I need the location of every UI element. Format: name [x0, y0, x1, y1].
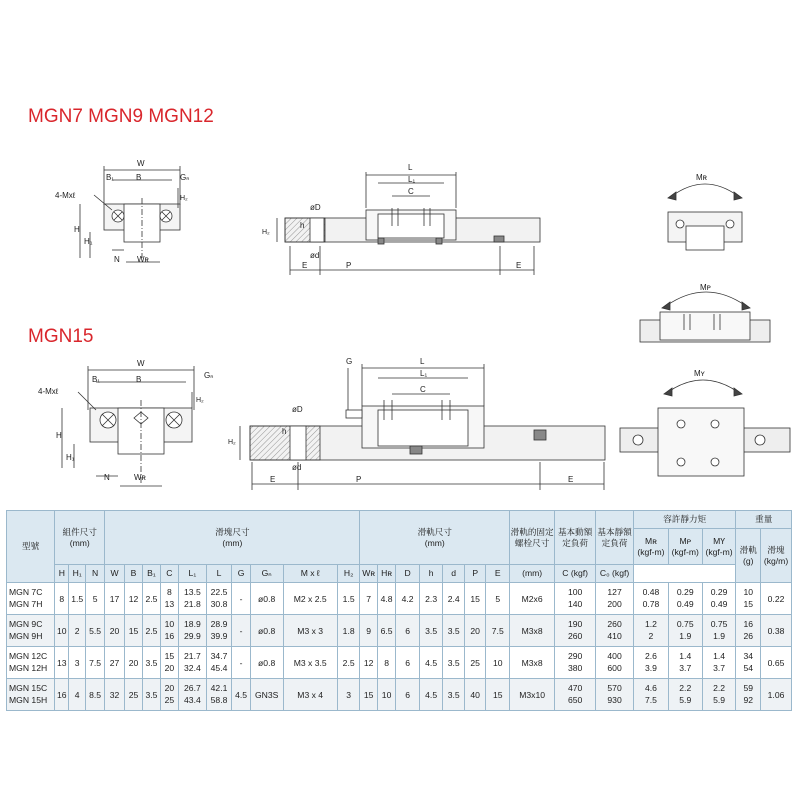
label-4mxl-15: 4-Mxℓ	[38, 387, 59, 396]
cell-wr: 9	[360, 615, 377, 647]
sub-header: E	[486, 565, 510, 583]
label-l1-15: L₁	[420, 369, 428, 378]
sub-header: D	[396, 565, 420, 583]
label-my: Mʏ	[694, 369, 705, 378]
header-dynamic-load: 基本動額定負荷	[555, 511, 596, 565]
cell-d-small: 3.5	[443, 679, 465, 711]
cell-wr: 7	[360, 583, 377, 615]
label-n: N	[114, 255, 120, 264]
header-weight: 重量	[736, 511, 792, 529]
cell-h2: 3	[337, 679, 360, 711]
header-model: 型號	[7, 511, 55, 583]
label-d: ød	[310, 251, 320, 260]
cell-mp: 0.75 1.9	[668, 615, 702, 647]
cell-p: 40	[464, 679, 486, 711]
cell-p: 15	[464, 583, 486, 615]
cell-mp: 0.29 0.49	[668, 583, 702, 615]
sub-header: L	[206, 565, 232, 583]
sub-header: M x ℓ	[283, 565, 337, 583]
header-mp: Mᴘ (kgf-m)	[668, 529, 702, 565]
label-od: øD	[310, 203, 321, 212]
label-w-15: W	[137, 359, 145, 368]
cell-wr: 15	[360, 679, 377, 711]
sub-header: Gₙ	[250, 565, 283, 583]
cell-n: 8.5	[85, 679, 104, 711]
cell-g: 4.5	[232, 679, 250, 711]
header-moment: 容許靜力矩	[634, 511, 736, 529]
label-b1-15: B₁	[92, 375, 101, 384]
cell-c0: 260 410	[596, 615, 634, 647]
cell-bolt: M3x10	[510, 679, 555, 711]
label-h1: H₁	[84, 237, 93, 246]
cell-weight-rail: 0.38	[761, 615, 792, 647]
sub-header: L₁	[179, 565, 207, 583]
header-stat-unit: C₀ (kgf)	[596, 565, 634, 583]
label-4mxl: 4-Mxℓ	[55, 191, 76, 200]
cell-c-dyn: 100 140	[555, 583, 596, 615]
sub-header: Wʀ	[360, 565, 377, 583]
label-d-15: ød	[292, 463, 302, 472]
cell-mxl: M3 x 3.5	[283, 647, 337, 679]
cell-hr: 10	[377, 679, 395, 711]
label-gn-15: Gₙ	[204, 371, 214, 380]
table-row	[7, 615, 792, 647]
cell-d-small: 2.4	[443, 583, 465, 615]
cell-l1: 26.7 43.4	[179, 679, 207, 711]
cell-weight-rail: 1.06	[761, 679, 792, 711]
cell-mxl: M2 x 2.5	[283, 583, 337, 615]
cell-hr: 8	[377, 647, 395, 679]
moment-mr-view	[668, 184, 742, 250]
cell-d-small: 3.5	[443, 615, 465, 647]
cell-g: -	[232, 615, 250, 647]
cell-h: 10	[55, 615, 69, 647]
label-w: W	[137, 159, 145, 168]
label-e-left-15: E	[270, 475, 276, 484]
label-wr-15: Wʀ	[134, 473, 146, 482]
cell-g: -	[232, 647, 250, 679]
cell-gn: GN3S	[250, 679, 283, 711]
cell-c: 20 25	[160, 679, 178, 711]
cell-h1: 2	[69, 615, 85, 647]
label-b: B	[136, 173, 142, 182]
cell-h1: 4	[69, 679, 85, 711]
label-e-left: E	[302, 261, 308, 270]
cell-h: 16	[55, 679, 69, 711]
cell-e: 10	[486, 647, 510, 679]
header-assembly: 組件尺寸 (mm)	[55, 511, 105, 565]
cell-wr: 12	[360, 647, 377, 679]
cell-weight-rail: 0.22	[761, 583, 792, 615]
cell-mr: 0.48 0.78	[634, 583, 669, 615]
header-bolt-unit: (mm)	[510, 565, 555, 583]
cell-c-dyn: 290 380	[555, 647, 596, 679]
cell-l: 34.7 45.4	[206, 647, 232, 679]
cell-n: 7.5	[85, 647, 104, 679]
cell-e: 7.5	[486, 615, 510, 647]
label-wr: Wʀ	[137, 255, 149, 264]
header-rail: 滑軌尺寸 (mm)	[360, 511, 510, 565]
sub-header: G	[232, 565, 250, 583]
cell-c0: 570 930	[596, 679, 634, 711]
cell-p: 20	[464, 615, 486, 647]
cell-weight-block: 34 54	[736, 647, 761, 679]
cell-bolt: M3x8	[510, 647, 555, 679]
cell-my: 2.2 5.9	[702, 679, 736, 711]
label-h: H	[74, 225, 80, 234]
cell-b: 15	[124, 615, 142, 647]
cell-e: 15	[486, 679, 510, 711]
cell-d-big: 6	[396, 679, 420, 711]
cell-e: 5	[486, 583, 510, 615]
label-p: P	[346, 261, 352, 270]
model-cell: MGN 12C MGN 12H	[7, 647, 55, 679]
sub-header: B	[124, 565, 142, 583]
label-c-15: C	[420, 385, 426, 394]
cell-b: 12	[124, 583, 142, 615]
cell-c-dyn: 190 260	[555, 615, 596, 647]
cell-l1: 18.9 29.9	[179, 615, 207, 647]
moment-mp-view	[640, 292, 770, 342]
label-n-15: N	[104, 473, 110, 482]
cell-c: 8 13	[160, 583, 178, 615]
cell-mxl: M3 x 4	[283, 679, 337, 711]
sub-header: C	[160, 565, 178, 583]
cell-mp: 1.4 3.7	[668, 647, 702, 679]
model-cell: MGN 7C MGN 7H	[7, 583, 55, 615]
cell-hr: 4.8	[377, 583, 395, 615]
cell-weight-rail: 0.65	[761, 647, 792, 679]
header-static-load: 基本靜額定負荷	[596, 511, 634, 565]
label-hr-15: H₂	[196, 397, 204, 404]
label-g-15: G	[346, 357, 353, 366]
front-view-small	[80, 166, 180, 262]
sub-header: d	[443, 565, 465, 583]
cell-h-rail: 3.5	[419, 615, 443, 647]
label-e-right: E	[516, 261, 522, 270]
cell-n: 5	[85, 583, 104, 615]
cell-c0: 400 600	[596, 647, 634, 679]
label-e-right-15: E	[568, 475, 574, 484]
header-dyn-unit: C (kgf)	[555, 565, 596, 583]
header-my: MҮ (kgf-m)	[702, 529, 736, 565]
sub-header: H₁	[69, 565, 85, 583]
cell-c0: 127 200	[596, 583, 634, 615]
cell-l1: 21.7 32.4	[179, 647, 207, 679]
label-mp: Mᴘ	[700, 283, 711, 292]
label-h-side-15: h	[282, 427, 287, 436]
cell-gn: ø0.8	[250, 583, 283, 615]
spec-table	[6, 510, 792, 711]
cell-w: 17	[105, 583, 124, 615]
cell-mr: 1.2 2	[634, 615, 669, 647]
cell-weight-block: 10 15	[736, 583, 761, 615]
cell-h-rail: 4.5	[419, 647, 443, 679]
label-l: L	[408, 163, 413, 172]
model-cell: MGN 15C MGN 15H	[7, 679, 55, 711]
cell-my: 0.29 0.49	[702, 583, 736, 615]
cell-my: 1.4 3.7	[702, 647, 736, 679]
cell-mp: 2.2 5.9	[668, 679, 702, 711]
header-mr: Mʀ (kgf-m)	[634, 529, 669, 565]
table-row	[7, 647, 792, 679]
cell-h1: 1.5	[69, 583, 85, 615]
header-weight-rail: 滑塊 (kg/m)	[761, 529, 792, 583]
cell-h-rail: 2.3	[419, 583, 443, 615]
sub-header: B₁	[143, 565, 160, 583]
cell-w: 27	[105, 647, 124, 679]
cell-h: 13	[55, 647, 69, 679]
cell-b1: 2.5	[143, 583, 160, 615]
cell-d-big: 6	[396, 647, 420, 679]
header-bolt: 滑軌的固定螺栓尺寸	[510, 511, 555, 565]
cell-b: 20	[124, 647, 142, 679]
label-mr: Mʀ	[696, 173, 707, 182]
cell-h: 8	[55, 583, 69, 615]
sub-header: H₂	[337, 565, 360, 583]
cell-c: 15 20	[160, 647, 178, 679]
label-h2: H₂	[262, 229, 270, 236]
cell-h2: 1.8	[337, 615, 360, 647]
cell-n: 5.5	[85, 615, 104, 647]
label-h1-15: H₁	[66, 453, 75, 462]
cell-gn: ø0.8	[250, 647, 283, 679]
moment-my-view	[620, 380, 790, 476]
cell-c-dyn: 470 650	[555, 679, 596, 711]
front-view-mgn15	[62, 366, 194, 486]
table-row	[7, 583, 792, 615]
label-h2-15: H₂	[228, 439, 236, 446]
cell-b1: 2.5	[143, 615, 160, 647]
cell-my: 0.75 1.9	[702, 615, 736, 647]
label-p-15: P	[356, 475, 362, 484]
cell-l: 42.1 58.8	[206, 679, 232, 711]
heading-mgn15: MGN15	[28, 326, 94, 347]
label-l1: L₁	[408, 175, 416, 184]
sub-header: P	[464, 565, 486, 583]
label-h-side: h	[300, 221, 305, 230]
cell-p: 25	[464, 647, 486, 679]
cell-l1: 13.5 21.8	[179, 583, 207, 615]
cell-bolt: M3x8	[510, 615, 555, 647]
cell-mr: 4.6 7.5	[634, 679, 669, 711]
cell-d-big: 4.2	[396, 583, 420, 615]
cell-c: 10 16	[160, 615, 178, 647]
cell-b: 25	[124, 679, 142, 711]
cell-l: 22.5 30.8	[206, 583, 232, 615]
label-od-15: øD	[292, 405, 303, 414]
cell-b1: 3.5	[143, 679, 160, 711]
heading-mgn7-9-12: MGN7 MGN9 MGN12	[28, 106, 214, 127]
label-h-15: H	[56, 431, 62, 440]
label-b1: B₁	[106, 173, 115, 182]
sub-header: W	[105, 565, 124, 583]
cell-mr: 2.6 3.9	[634, 647, 669, 679]
cell-h-rail: 4.5	[419, 679, 443, 711]
sub-header: H	[55, 565, 69, 583]
cell-bolt: M2x6	[510, 583, 555, 615]
cell-b1: 3.5	[143, 647, 160, 679]
header-block: 滑塊尺寸 (mm)	[105, 511, 360, 565]
cell-h2: 2.5	[337, 647, 360, 679]
cell-d-small: 3.5	[443, 647, 465, 679]
sub-header: Hʀ	[377, 565, 395, 583]
cell-gn: ø0.8	[250, 615, 283, 647]
cell-h1: 3	[69, 647, 85, 679]
table-row	[7, 679, 792, 711]
header-weight-block: 滑軌 (g)	[736, 529, 761, 583]
cell-h2: 1.5	[337, 583, 360, 615]
cell-weight-block: 59 92	[736, 679, 761, 711]
sub-header: N	[85, 565, 104, 583]
label-l-15: L	[420, 357, 425, 366]
label-hr: H₂	[180, 195, 188, 202]
cell-weight-block: 16 26	[736, 615, 761, 647]
cell-d-big: 6	[396, 615, 420, 647]
cell-w: 20	[105, 615, 124, 647]
cell-mxl: M3 x 3	[283, 615, 337, 647]
sub-header: h	[419, 565, 443, 583]
cell-hr: 6.5	[377, 615, 395, 647]
label-gn: Gₙ	[180, 173, 190, 182]
label-c: C	[408, 187, 414, 196]
cell-l: 28.9 39.9	[206, 615, 232, 647]
cell-w: 32	[105, 679, 124, 711]
model-cell: MGN 9C MGN 9H	[7, 615, 55, 647]
label-b-15: B	[136, 375, 142, 384]
cell-g: -	[232, 583, 250, 615]
